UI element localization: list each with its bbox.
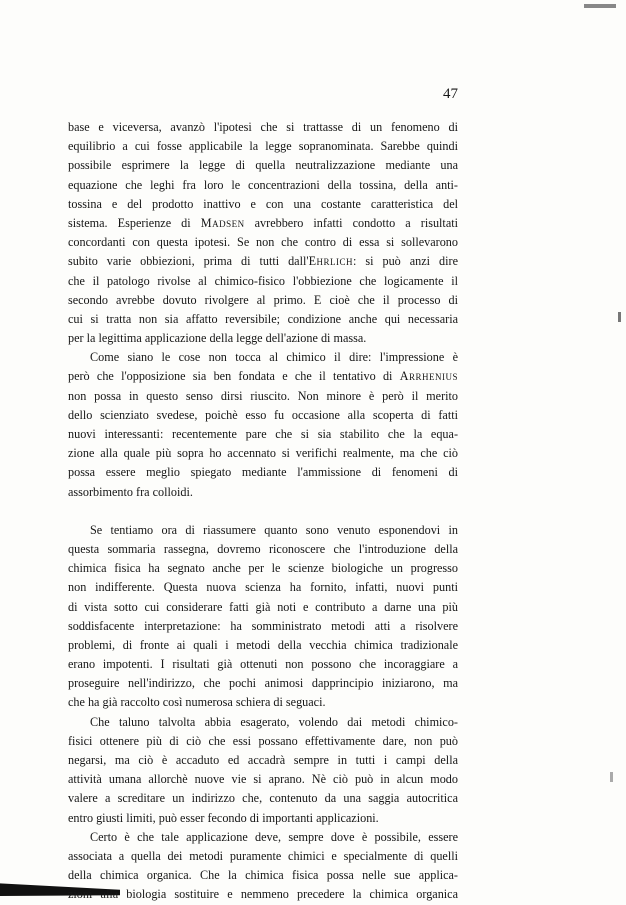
paragraph: [68, 348, 458, 502]
text-line: non possa in questo senso dirsi riuscito. Non minore è però il merito: [68, 388, 458, 403]
text-line: non indifferente. Questa nuova scienza ha fornito, infatti, nuovi punti: [68, 580, 458, 595]
text-line: zione alla quale più sopra ho accennato si verifichi realmente, ma che ciò: [68, 446, 458, 461]
text-line: però che l'opposizione sia ben fondata e che il tentativo di Arrhenius: [68, 369, 458, 384]
text-line: possa essere meglio spiegato mediante l'ammissione di fenomeni di: [68, 465, 458, 480]
text-line: concordanti con questa ipotesi. Se non che contro di essa si sollevarono: [68, 235, 458, 250]
text-line: attività umana allorchè nuove vie si aprano. Nè ciò può in alcun modo: [68, 772, 458, 787]
text-line: di vista sotto cui considerare fatti già noti e contributo a darne una più: [68, 599, 458, 614]
text-line: Come siano le cose non tocca al chimico il dire: l'impressione è: [90, 350, 458, 365]
paragraph: [68, 828, 458, 905]
paragraph: [68, 118, 458, 348]
text-line: cui si tratta non sia affatto reversibile; condizione anche qui necessaria: [68, 311, 458, 326]
text-line: che il patologo rivolse al chimico-fisico l'obbiezione che logicamente il: [68, 273, 458, 288]
scan-artifact-margin: [618, 312, 621, 322]
paragraph-gap: [68, 502, 458, 521]
text-line: Certo è che tale applicazione deve, sempre dove è possibile, essere: [90, 829, 458, 844]
author-name: Arrhenius: [399, 369, 458, 384]
paragraph: [68, 521, 458, 713]
text-line: equazione che leghi fra loro le concentrazioni della tossina, della anti-: [68, 177, 458, 192]
text-line: proseguire nell'indirizzo, che pochi animosi dapprincipio iniziarono, ma: [68, 676, 458, 691]
page-number: 47: [443, 86, 458, 102]
text-line: sistema. Esperienze di Madsen avrebbero infatti condotto a risultati: [68, 215, 459, 230]
scan-artifact-top: [584, 4, 616, 8]
text-line: problemi, di fronte ai quali i metodi della vecchia chimica tradizionale: [68, 637, 458, 652]
text-line: entro giusti limiti, può esser fecondo di importanti applicazioni.: [68, 810, 379, 825]
text-line: fisici ottenere più di ciò che essi possano effettivamente dare, non può: [68, 733, 458, 748]
text-line: soddisfacente interpretazione: ha somministrato metodi atti a risolvere: [68, 618, 458, 633]
text-line: Se tentiamo ora di riassumere quanto sono venuto esponendovi in: [90, 522, 458, 537]
text-line: tossina e del prodotto inattivo e con una costante caratteristica del: [68, 196, 458, 211]
text-line: della chimica organica. Che la chimica fisica possa nelle sue applica-: [68, 868, 458, 883]
text-line: Che taluno talvolta abbia esagerato, volendo dai metodi chimico-: [90, 714, 458, 729]
text-line: assorbimento fra colloidi.: [68, 484, 193, 499]
text-line: chimica fisica ha segnato anche per le scienze biologiche un progresso: [68, 561, 458, 576]
text-line: associata a quella dei metodi puramente chimici e specialmente di quelli: [68, 848, 458, 863]
text-line: valere a screditare un indirizzo che, contenuto da una saggia autocritica: [68, 791, 458, 806]
text-line: base e viceversa, avanzò l'ipotesi che si trattasse di un fenomeno di: [68, 120, 458, 134]
text-line: dello scienziato svedese, poichè esso fu occasione alla scoperta di fatti: [68, 407, 458, 422]
text-line: possibile esprimere la legge di quella neutralizzazione mediante una: [68, 158, 458, 173]
scan-artifact-margin: [610, 772, 613, 782]
text-line: erano impotenti. I risultati già ottenuti non possono che incoraggiare a: [68, 657, 458, 672]
author-name: Madsen: [200, 215, 245, 230]
page-body: [68, 118, 458, 905]
text-line: questa sommaria rassegna, dovremo riconoscere che l'introduzione della: [68, 541, 458, 556]
text-line: che ha già raccolto così numerosa schiera di seguaci.: [68, 695, 326, 710]
text-line: zioni alla biologia sostituire e nemmeno precedere la chimica organica: [68, 887, 458, 902]
text-line: negarsi, ma ciò è accaduto ed accadrà sempre in tutti i campi della: [68, 753, 458, 767]
text-line: secondo avrebbe dovuto rivolgere al primo. E cioè che il processo di: [68, 292, 458, 307]
text-line: subito varie obbiezioni, prima di tutti dall'Ehrlich: si può anzi dire: [68, 254, 458, 269]
text-line: equilibrio a cui fosse applicabile la legge sopranominata. Sarebbe quindi: [68, 139, 458, 154]
author-name: Ehrlich: [308, 254, 354, 269]
text-line: per la legittima applicazione della legge dell'azione di massa.: [68, 331, 367, 346]
text-line: nuovi interessanti: recentemente pare che si sia stabilito che la equa-: [68, 427, 458, 441]
paragraph: [68, 713, 458, 828]
